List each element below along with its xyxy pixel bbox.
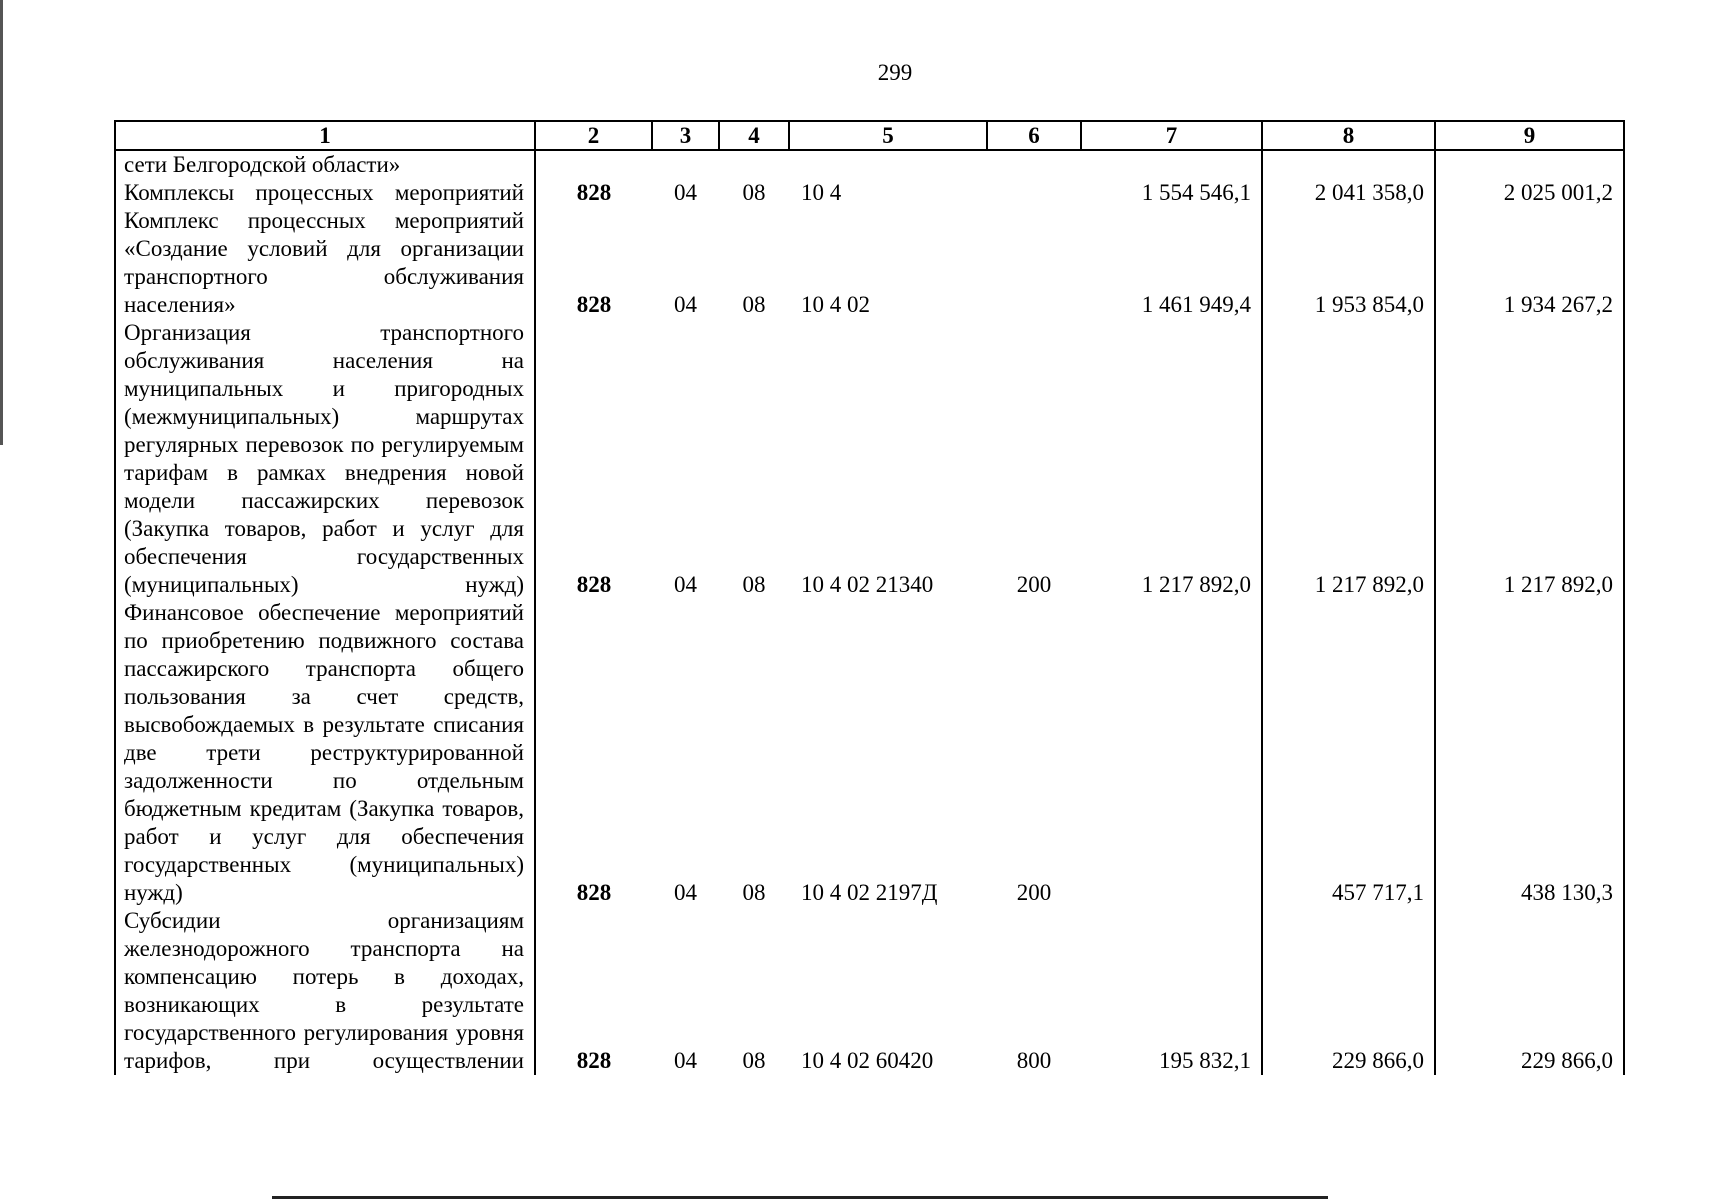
cell-value-8: 229 866,0 <box>1262 907 1435 1075</box>
cell-section: 04 <box>674 1048 697 1073</box>
cell-value-7: 1 217 892,0 <box>1081 319 1262 599</box>
cell-subsection: 08 <box>742 572 766 597</box>
column-header: 6 <box>987 121 1081 150</box>
cell-section: 04 <box>674 572 697 597</box>
row-name: Финансовое обеспечение мероприятий по приобретению подвижного состава пассажирского транспорта общего пользования за счет средств, высвобождаемых в результате списания две трети реструктурированной задолженности по отдельным бюджетным кредитам (Закупка товаров, работ и услуг для обеспечения государственных (муниципальных) нужд) <box>115 599 535 907</box>
cell-target-code: 10 4 02 21340 <box>801 572 934 597</box>
row-name: Субсидии организациям железнодорожного транспорта на компенсацию потерь в доходах, возникающих в результате государственного регулирования уровня тарифов, при осуществлении <box>115 907 535 1075</box>
cell-value-8: 1 217 892,0 <box>1262 319 1435 599</box>
cell-value-8: 2 041 358,0 <box>1262 179 1435 207</box>
column-header: 2 <box>535 121 652 150</box>
table-row <box>115 907 1624 1075</box>
cell-value-7 <box>1081 599 1262 907</box>
cell-expense-type <box>987 150 1081 179</box>
row-name: Комплексы процессных мероприятий <box>115 179 535 207</box>
cell-subsection: 08 <box>742 292 766 317</box>
cell-admin-code: 828 <box>576 1048 612 1073</box>
cell-subsection: 08 <box>742 880 766 905</box>
cell-value-8 <box>1262 150 1435 179</box>
cell-value-8: 1 953 854,0 <box>1262 207 1435 319</box>
budget-table <box>114 120 1625 1075</box>
cell-value-7: 195 832,1 <box>1081 907 1262 1075</box>
cell-section: 04 <box>674 180 697 205</box>
column-header: 5 <box>789 121 987 150</box>
cell-expense-type <box>987 207 1081 319</box>
cell-value-7 <box>1081 150 1262 179</box>
page-number: 299 <box>877 60 913 85</box>
column-header: 9 <box>1435 121 1624 150</box>
cell-expense-type: 200 <box>1016 880 1052 905</box>
table-row <box>115 150 1624 179</box>
cell-expense-type: 800 <box>1016 1048 1052 1073</box>
table-header-row <box>115 121 1624 150</box>
row-name: Организация транспортного обслуживания населения на муниципальных и пригородных (межмуниципальных) маршрутах регулярных перевозок по регулируемым тарифам в рамках внедрения новой модели пассажирских перевозок (Закупка товаров, работ и услуг для обеспечения государственных (муниципальных) нужд) <box>115 319 535 599</box>
cell-section: 04 <box>674 880 697 905</box>
cell-value-9: 1 217 892,0 <box>1435 319 1624 599</box>
table-row <box>115 207 1624 319</box>
table-row <box>115 599 1624 907</box>
column-header: 7 <box>1081 121 1262 150</box>
cell-target-code: 10 4 02 <box>801 292 870 317</box>
cell-value-8: 457 717,1 <box>1262 599 1435 907</box>
cell-value-7: 1 461 949,4 <box>1081 207 1262 319</box>
cell-value-9: 229 866,0 <box>1435 907 1624 1075</box>
cell-target-code <box>789 150 987 179</box>
row-name: сети Белгородской области» <box>115 150 535 179</box>
cell-subsection: 08 <box>742 1048 766 1073</box>
column-header: 4 <box>719 121 789 150</box>
cell-target-code: 10 4 02 60420 <box>801 1048 934 1073</box>
cell-expense-type <box>987 179 1081 207</box>
column-header: 8 <box>1262 121 1435 150</box>
row-name: Комплекс процессных мероприятий «Создание условий для организации транспортного обслуживания населения» <box>115 207 535 319</box>
cell-section: 04 <box>674 292 697 317</box>
table-row <box>115 179 1624 207</box>
cell-value-9 <box>1435 150 1624 179</box>
cell-target-code: 10 4 02 2197Д <box>801 880 938 905</box>
cell-admin-code: 828 <box>576 292 612 317</box>
cell-admin-code <box>535 150 652 179</box>
cell-target-code: 10 4 <box>801 180 842 205</box>
cell-admin-code: 828 <box>576 880 612 905</box>
cell-section <box>652 150 719 179</box>
cell-value-9: 438 130,3 <box>1435 599 1624 907</box>
column-header: 3 <box>652 121 719 150</box>
bottom-divider <box>272 1196 1328 1199</box>
cell-subsection: 08 <box>742 180 766 205</box>
column-header: 1 <box>115 121 535 150</box>
cell-value-9: 1 934 267,2 <box>1435 207 1624 319</box>
cell-value-7: 1 554 546,1 <box>1081 179 1262 207</box>
cell-value-9: 2 025 001,2 <box>1435 179 1624 207</box>
table-row <box>115 319 1624 599</box>
cell-expense-type: 200 <box>1016 572 1052 597</box>
cell-admin-code: 828 <box>576 572 612 597</box>
cell-admin-code: 828 <box>576 180 612 205</box>
cell-subsection <box>719 150 789 179</box>
